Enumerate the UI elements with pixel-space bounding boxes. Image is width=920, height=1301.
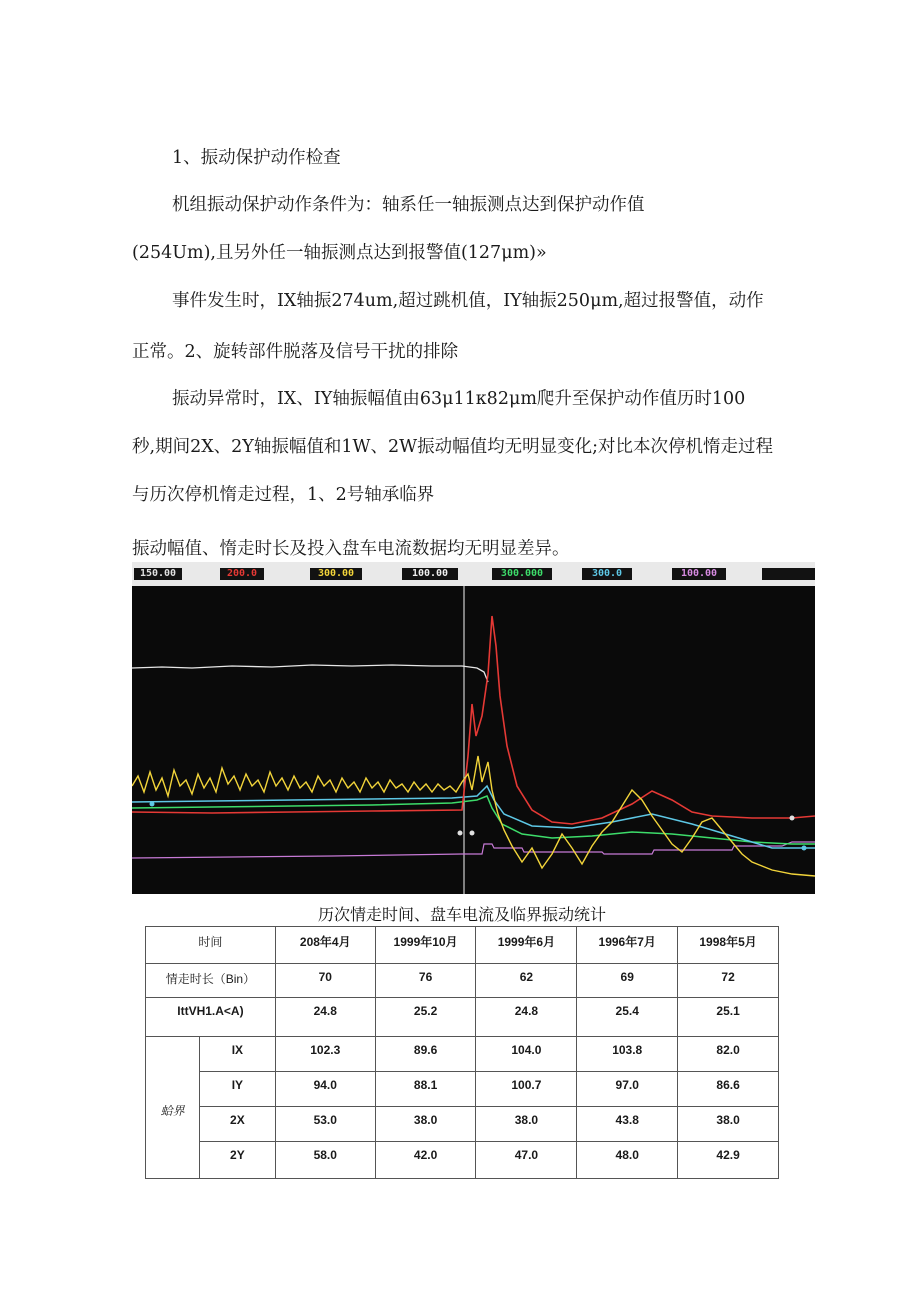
trace-marker <box>790 816 795 821</box>
row-label: IX <box>199 1037 275 1072</box>
section-heading-1: 1、振动保护动作检查 <box>172 148 341 168</box>
table-cell: 25.1 <box>678 998 779 1037</box>
table-cell: 38.0 <box>476 1107 577 1142</box>
table-cell: 47.0 <box>476 1142 577 1179</box>
trace-marker <box>470 831 475 836</box>
table-cell: 53.0 <box>275 1107 375 1142</box>
paragraph-line: 振动幅值、惰走时长及投入盘车电流数据均无明显差异。 <box>132 539 570 559</box>
table-row <box>146 998 779 1037</box>
scale-value <box>762 568 815 580</box>
table-cell: 62 <box>476 964 577 998</box>
table-cell: 88.1 <box>375 1072 476 1107</box>
scale-value: 100.00 <box>672 568 726 580</box>
scale-value: 300.00 <box>310 568 362 580</box>
trace-white <box>132 665 488 682</box>
paragraph-line: 机组振动保护动作条件为：轴系任一轴振测点达到保护动作值 <box>172 195 645 215</box>
trace-purple <box>132 842 815 858</box>
table-cell: 25.2 <box>375 998 476 1037</box>
table-cell: 86.6 <box>678 1072 779 1107</box>
table-title: 历次情走时间、盘车电流及临界振动统计 <box>317 905 606 924</box>
table-cell: 24.8 <box>476 998 577 1037</box>
paragraph-line: 正常。2、旋转部件脱落及信号干扰的排除 <box>132 342 459 362</box>
table-cell: 48.0 <box>577 1142 678 1179</box>
table-header-cell: 1998年5月 <box>678 927 779 964</box>
table-row <box>146 1037 779 1072</box>
table-cell: 102.3 <box>275 1037 375 1072</box>
group-label: 蛤界 <box>146 1037 200 1179</box>
table-cell: 97.0 <box>577 1072 678 1107</box>
paragraph-line: 事件发生时，IX轴振274um,超过跳机值，IY轴振250μm,超过报警值，动作 <box>172 291 764 311</box>
scale-value: 300.0 <box>582 568 632 580</box>
table-cell: 70 <box>275 964 375 998</box>
table-row <box>146 1072 779 1107</box>
table-row <box>146 1142 779 1179</box>
table-cell: 94.0 <box>275 1072 375 1107</box>
table-row <box>146 1107 779 1142</box>
table-cell: 58.0 <box>275 1142 375 1179</box>
scale-value: 100.00 <box>402 568 458 580</box>
row-label: 情走时长（Bin） <box>146 964 276 998</box>
trend-plot <box>132 586 815 894</box>
vibration-trend-photo <box>132 562 815 894</box>
table-header-cell: 1999年6月 <box>476 927 577 964</box>
coastdown-stats-table <box>145 926 779 1179</box>
row-label: IY <box>199 1072 275 1107</box>
trace-green <box>132 796 815 844</box>
trace-red <box>132 616 815 824</box>
table-cell: 82.0 <box>678 1037 779 1072</box>
row-label: 2X <box>199 1107 275 1142</box>
table-header-cell: 208年4月 <box>275 927 375 964</box>
table-cell: 24.8 <box>275 998 375 1037</box>
scale-value: 150.00 <box>134 568 182 580</box>
table-cell: 72 <box>678 964 779 998</box>
table-cell: 69 <box>577 964 678 998</box>
trace-marker <box>150 802 155 807</box>
row-label: IttVH1.A<A) <box>146 998 276 1037</box>
paragraph-line: 秒,期间2X、2Y轴振幅值和1W、2W振动幅值均无明显变化;对比本次停机惰走过程 <box>132 437 773 457</box>
table-header-cell: 时间 <box>146 927 276 964</box>
table-header-row <box>146 927 779 964</box>
table-cell: 38.0 <box>678 1107 779 1142</box>
table-header-cell: 1999年10月 <box>375 927 476 964</box>
paragraph-line: 与历次停机惰走过程，1、2号轴承临界 <box>132 485 435 505</box>
table-row <box>146 964 779 998</box>
paragraph-line: (254Um),且另外任一轴振测点达到报警值(127μm)» <box>132 243 547 263</box>
table-cell: 100.7 <box>476 1072 577 1107</box>
table-cell: 42.9 <box>678 1142 779 1179</box>
table-cell: 89.6 <box>375 1037 476 1072</box>
table-cell: 76 <box>375 964 476 998</box>
table-header-cell: 1996年7月 <box>577 927 678 964</box>
table-cell: 103.8 <box>577 1037 678 1072</box>
scale-value: 200.0 <box>220 568 264 580</box>
table-cell: 43.8 <box>577 1107 678 1142</box>
scope-scale-header <box>132 562 815 586</box>
trace-marker <box>458 831 463 836</box>
paragraph-line: 振动异常时，IX、IY轴振幅值由63μ11κ82μm爬升至保护动作值历时100 <box>172 389 746 409</box>
trace-marker <box>802 846 807 851</box>
table-cell: 104.0 <box>476 1037 577 1072</box>
row-label: 2Y <box>199 1142 275 1179</box>
table-cell: 38.0 <box>375 1107 476 1142</box>
table-cell: 42.0 <box>375 1142 476 1179</box>
scale-value: 300.000 <box>492 568 552 580</box>
table-cell: 25.4 <box>577 998 678 1037</box>
